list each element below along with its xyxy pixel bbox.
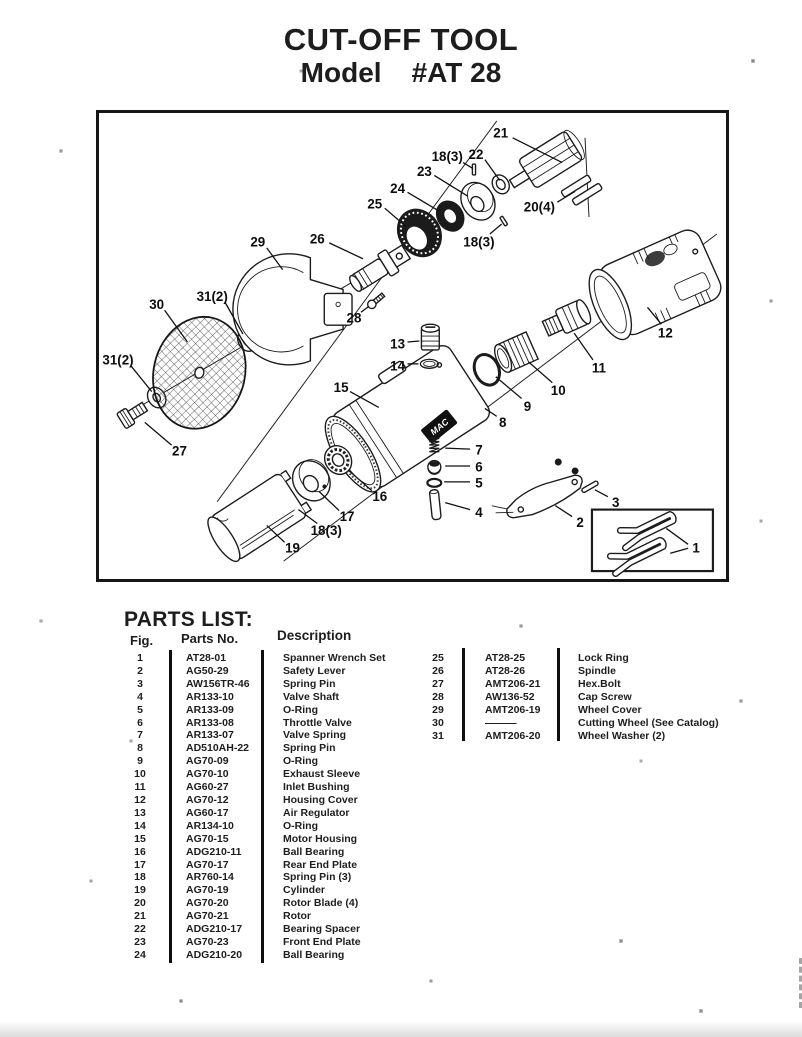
left-row-24-no-cell: ADG210-20 [186,948,243,961]
callout-leader-23 [434,175,468,196]
right-row-25-desc-cell: Lock Ring [578,652,629,664]
callout-leader-10 [529,362,553,383]
callout-label-25: 25 [367,196,383,212]
right-row-25-fig-cell: 25 [432,652,444,664]
left-row-20-desc-cell: Rotor Blade (4) [283,897,359,910]
left-row-1-desc-cell: Spanner Wrench Set [283,652,386,664]
callout-label-1: 1 [692,540,700,556]
left-row-4-no-cell: AR133-10 [186,690,234,703]
callout-label-18(3): 18(3) [310,522,342,538]
right-row-29-no-cell: AMT206-19 [485,704,541,716]
left-row-16-desc-cell: Ball Bearing [283,845,345,858]
callout-label-20(4): 20(4) [523,199,556,215]
left-row-16-no-cell: ADG210-11 [186,845,242,858]
left-row-12-desc-cell: Housing Cover [283,793,358,806]
left-row-3-desc-cell: Spring Pin [283,677,336,690]
callout-label-16: 16 [372,489,388,505]
left-row-5-no-cell: AR133-09 [186,703,234,716]
left-row-21-fig-cell: 21 [134,910,146,923]
spring-pin-18-top [472,164,475,175]
model-word: Model [300,57,382,88]
callout-leader-9 [496,377,522,399]
callout-label-24: 24 [390,180,406,196]
callout-label-17: 17 [339,508,355,524]
right-row-30-fig-cell: 30 [432,717,444,729]
callout-label-26: 26 [309,231,325,247]
parts-list-heading: PARTS LIST: [124,608,253,631]
left-row-3-fig-cell: 3 [137,677,143,690]
left-row-7-no-cell: AR133-07 [186,729,234,742]
left-row-18-no-cell: AR760-14 [186,871,234,884]
callout-label-15: 15 [333,380,349,396]
left-row-9-fig-cell: 9 [137,755,143,768]
column-header-description: Description [277,628,352,643]
column-header-parts-no: Parts No. [181,631,239,646]
exploded-diagram-frame [96,110,729,582]
air-regulator-13 [421,324,439,350]
left-row-2-no-cell: AG50-29 [186,664,229,677]
left-row-22-fig-cell: 22 [134,923,146,936]
left-row-8-desc-cell: Spring Pin [283,742,336,755]
left-row-8-fig-cell: 8 [137,742,143,755]
left-row-24-desc-cell: Ball Bearing [283,948,345,961]
left-row-6-fig-cell: 6 [137,716,143,729]
left-row-9-desc-cell: O-Ring [283,755,318,768]
spindle-26 [345,241,412,296]
right-row-31-desc-cell: Wheel Washer (2) [578,730,666,742]
right-row-30-no-cell: ——— [485,717,517,729]
left-row-19-no-cell: AG70-19 [186,884,229,897]
callout-leader-27 [145,422,172,445]
left-row-4-desc-cell: Valve Shaft [283,690,340,703]
left-row-4-fig-cell: 4 [137,690,143,703]
model-number: #AT 28 [411,57,502,88]
left-row-5-desc-cell: O-Ring [283,703,318,716]
callout-label-19: 19 [285,540,300,556]
left-row-22-desc-cell: Bearing Spacer [283,923,361,936]
left-row-19-fig-cell: 19 [134,884,146,897]
left-row-17-fig-cell: 17 [134,858,146,871]
callout-label-5: 5 [475,475,483,491]
left-row-6-no-cell: AR133-08 [186,716,234,729]
callout-leader-4 [445,503,470,510]
left-row-20-fig-cell: 20 [134,897,146,910]
right-row-25-no-cell: AT28-25 [485,652,526,664]
o-ring-5 [427,479,441,487]
callout-label-29: 29 [250,234,266,250]
left-row-20-no-cell: AG70-20 [186,897,229,910]
left-row-10-desc-cell: Exhaust Sleeve [283,768,361,781]
left-row-3-no-cell: AW156TR-46 [186,677,250,690]
right-row-27-desc-cell: Hex.Bolt [578,678,621,690]
rotor-blades-20 [561,172,603,208]
lever-pivot-b [572,468,578,474]
left-row-8-no-cell: AD510AH-22 [186,742,250,755]
callout-label-28: 28 [346,310,362,326]
right-row-31-no-cell: AMT206-20 [485,730,541,742]
left-row-21-desc-cell: Rotor [283,910,311,923]
left-row-17-desc-cell: Rear End Plate [283,858,358,871]
callout-label-18(3): 18(3) [431,149,463,165]
left-row-1-fig-cell: 1 [137,652,143,664]
callout-label-9: 9 [523,398,532,414]
callout-label-6: 6 [475,459,483,475]
left-row-10-no-cell: AG70-10 [186,768,229,781]
left-row-14-desc-cell: O-Ring [283,819,318,832]
left-row-15-no-cell: AG70-15 [186,832,229,845]
callout-label-7: 7 [475,442,483,458]
callout-label-18(3): 18(3) [463,234,495,250]
callout-leader-31(2) [131,366,152,392]
callout-label-21: 21 [493,125,509,141]
left-row-19-desc-cell: Cylinder [283,884,326,897]
right-row-27-fig-cell: 27 [432,678,444,690]
callout-leader-26 [329,243,363,259]
right-row-28-fig-cell: 28 [432,691,444,703]
parts-table-left [118,652,456,962]
right-row-26-no-cell: AT28-26 [485,665,526,677]
wheel-cover-29 [233,254,352,365]
right-row-28-desc-cell: Cap Screw [578,691,632,703]
right-row-28-no-cell: AW136-52 [485,691,535,703]
callout-label-8: 8 [498,414,507,430]
right-row-27-no-cell: AMT206-21 [485,678,541,690]
callout-label-23: 23 [416,163,432,179]
left-row-15-desc-cell: Motor Housing [283,832,358,845]
left-row-12-no-cell: AG70-12 [186,793,229,806]
left-row-21-no-cell: AG70-21 [186,910,229,923]
inlet-bushing-11 [540,298,593,341]
left-row-23-no-cell: AG70-23 [186,935,229,948]
model-title [0,57,802,89]
left-row-11-fig-cell: 11 [134,781,146,794]
scan-speckles [0,0,2,2]
right-row-29-desc-cell: Wheel Cover [578,704,642,716]
callout-label-27: 27 [172,443,187,459]
callout-label-2: 2 [576,514,584,530]
right-row-30-desc-cell: Cutting Wheel (See Catalog) [578,717,719,729]
right-row-29-fig-cell: 29 [432,704,444,716]
left-row-1-no-cell: AT28-01 [186,652,227,664]
callout-leader-13 [408,341,420,342]
left-row-13-desc-cell: Air Regulator [283,806,350,819]
left-row-2-desc-cell: Safety Lever [283,664,346,677]
callout-leader-3 [595,490,608,497]
left-row-18-desc-cell: Spring Pin (3) [283,871,352,884]
mac-logo: MAC [428,416,451,438]
left-row-22-no-cell: ADG210-17 [186,923,243,936]
left-row-10-fig-cell: 10 [134,768,146,781]
left-row-23-desc-cell: Front End Plate [283,935,361,948]
callout-leader-2 [555,506,572,517]
callout-label-13: 13 [390,336,406,352]
left-row-2-fig-cell: 2 [137,664,143,677]
right-row-26-desc-cell: Spindle [578,665,616,677]
callout-leader-7 [445,448,470,449]
scan-bottom-band [0,1021,802,1037]
column-header-fig: Fig. [130,633,154,648]
callout-label-12: 12 [657,325,673,341]
parts-table-right [420,652,741,743]
left-row-15-fig-cell: 15 [134,832,146,845]
throttle-valve-6 [428,461,441,475]
page-title: CUT-OFF TOOL [283,22,519,57]
left-row-9-no-cell: AG70-09 [186,755,229,768]
callout-leader-18(3) [490,224,502,234]
left-row-13-no-cell: AG60-17 [186,806,229,819]
callout-leader-22 [485,160,500,181]
left-row-24-fig-cell: 24 [134,948,146,961]
left-row-11-desc-cell: Inlet Bushing [283,781,350,794]
left-row-11-no-cell: AG60-27 [186,781,229,794]
left-row-17-no-cell: AG70-17 [186,858,229,871]
left-row-7-fig-cell: 7 [137,729,143,742]
left-row-14-no-cell: AR134-10 [186,819,234,832]
callout-label-11: 11 [591,360,606,376]
callout-label-14: 14 [390,358,406,374]
callout-leader-17 [319,492,339,511]
left-row-6-desc-cell: Throttle Valve [283,716,352,729]
callout-label-31(2): 31(2) [196,288,228,304]
callout-label-30: 30 [149,296,165,312]
exploded-diagram [99,113,726,579]
left-row-16-fig-cell: 16 [134,845,146,858]
callout-leader-24 [408,192,440,211]
left-row-12-fig-cell: 12 [134,793,146,806]
left-row-7-desc-cell: Valve Spring [283,729,347,742]
callout-label-31(2): 31(2) [102,352,134,368]
callout-label-10: 10 [550,383,566,399]
left-row-23-fig-cell: 23 [134,935,146,948]
lever-pivot-a [555,459,561,465]
callout-label-4: 4 [475,505,483,521]
left-row-14-fig-cell: 14 [134,819,146,832]
left-row-5-fig-cell: 5 [137,703,143,716]
right-row-31-fig-cell: 31 [432,730,444,742]
callout-leader-28 [361,306,369,312]
valve-shaft-4 [429,489,441,520]
left-row-18-fig-cell: 18 [134,871,146,884]
callout-label-3: 3 [612,495,620,511]
right-row-26-fig-cell: 26 [432,665,444,677]
callout-label-22: 22 [468,147,484,163]
callout-leader-11 [574,333,593,360]
left-row-13-fig-cell: 13 [134,806,146,819]
spring-pin-3 [581,480,599,493]
